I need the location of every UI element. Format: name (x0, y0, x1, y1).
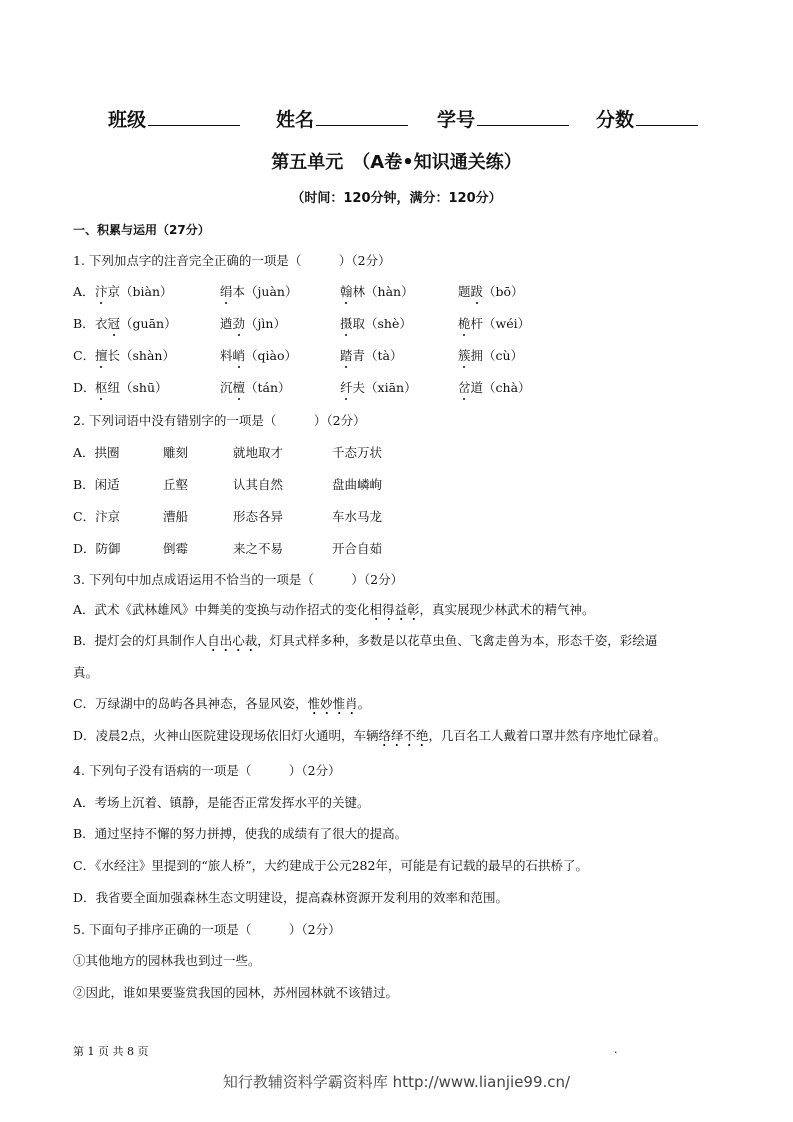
q1-option-item: 衣冠（guān） (95, 316, 177, 331)
q3-option-a: A．武术《武林雄风》中舞美的变换与动作招式的变化相得益彰，真实展现少林武术的精气神。 (73, 600, 595, 618)
score-field (596, 105, 698, 132)
page-title: 第五单元 （A卷•知识通关练） (271, 152, 522, 173)
score-blank (636, 124, 698, 126)
q2-option: 丘壑 (163, 477, 189, 492)
q5-sentence-2: ②因此，谁如果要鉴赏我国的园林，苏州园林就不该错过。 (73, 985, 399, 1000)
q2-option: 车水马龙 (332, 509, 383, 524)
q2-option: 千态万状 (332, 445, 383, 460)
page-number: 第 1 页 共 8 页 (73, 1045, 149, 1058)
q2-option: C．汴京 (73, 509, 121, 524)
q2-option: 形态各异 (233, 509, 284, 524)
q1-option-item: 擅长（shàn） (95, 348, 175, 363)
q3-option-b: B．提灯会的灯具制作人自出心裁，灯具式样多种，多数是以花草虫鱼、飞禽走兽为本，形态千姿，彩绘逼 (73, 631, 657, 649)
q1-option-item: 簇拥（cù） (458, 348, 524, 363)
page-subtitle: （时间：120分钟，满分：120分） (291, 191, 502, 206)
q4-option-c: C．《水经注》里提到的“旅人桥”，大约建成于公元282年，可能是有记载的最早的石拱桥了。 (73, 858, 588, 873)
q1-option-item: 绢本（juàn） (220, 284, 298, 299)
q3-idiom-a: 相得益彰 (370, 602, 420, 621)
q4-option-b: B．通过坚持不懈的努力拼搏，使我的成绩有了很大的提高。 (73, 826, 408, 841)
q3-option-d: D．凌晨2点，火神山医院建设现场依旧灯火通明，车辆络绎不绝，几百名工人戴着口罩井然有序地忙碌着。 (73, 726, 666, 744)
q2-option: A．拱圈 (73, 445, 120, 460)
q1-option-item: 沉檀（tán） (220, 380, 291, 395)
student-id-blank (477, 124, 569, 126)
q1-option-item: 料峭（qiào） (220, 348, 298, 363)
student-id-field (437, 105, 569, 132)
q1-option-item: 遒劲（jìn） (220, 316, 286, 331)
q2-stem: 2. 下列词语中没有错别字的一项是（ ）（2分） (73, 413, 366, 428)
class-field (108, 105, 240, 132)
q3-idiom-b: 自出心裁 (207, 633, 257, 652)
class-label: 班级 (108, 109, 147, 131)
q3-stem: 3. 下列句中加点成语运用不恰当的一项是（ ）（2分） (73, 572, 404, 587)
q2-option: 漕船 (163, 509, 189, 524)
q3-option-b-cont: 真。 (73, 665, 99, 680)
q2-option: 认其自然 (233, 477, 284, 492)
q1-option-item: 纤夫（xiān） (340, 380, 417, 395)
q2-option: 盘曲嶙峋 (332, 477, 383, 492)
q2-option: 开合自茹 (332, 541, 383, 556)
q4-option-d: D．我省要全面加强森林生态文明建设，提高森林资源开发利用的效率和范围。 (73, 890, 509, 905)
q1-option-item: 题跋（bō） (458, 284, 524, 299)
q5-stem: 5. 下面句子排序正确的一项是（ ）（2分） (73, 922, 341, 937)
q1-stem: 1. 下列加点字的注音完全正确的一项是（ ）（2分） (73, 253, 391, 268)
q2-option: 来之不易 (233, 541, 284, 556)
q3-idiom-c: 惟妙惟肖 (308, 696, 358, 715)
class-blank (148, 124, 240, 126)
q2-option: 雕刻 (163, 445, 189, 460)
score-label: 分数 (596, 109, 635, 131)
q3-idiom-d: 络绎不绝 (378, 728, 428, 747)
q1-option-item: 踏青（tà） (340, 348, 403, 363)
q1-option-letter: A． (73, 284, 95, 299)
q2-option: 就地取才 (233, 445, 284, 460)
q3-option-c: C．万绿湖中的岛屿各具神态，各显风姿，惟妙惟肖。 (73, 694, 370, 712)
q1-option-item: 翰林（hàn） (340, 284, 414, 299)
q5-sentence-1: ①其他地方的园林我也到过一些。 (73, 953, 261, 968)
q1-option-letter: B． (73, 316, 95, 331)
q1-option-item: 汴京（biàn） (95, 284, 173, 299)
q4-stem: 4. 下列句子没有语病的一项是（ ）（2分） (73, 763, 341, 778)
q4-option-a: A．考场上沉着、镇静，是能否正常发挥水平的关键。 (73, 795, 370, 810)
q1-option-item: 枢纽（shū） (95, 380, 168, 395)
student-id-label: 学号 (437, 109, 476, 131)
watermark: 知行教辅资料学霸资料库 http://www.lianjie99.cn/ (222, 1073, 571, 1091)
q1-option-letter: C． (73, 348, 96, 363)
q2-option: B．闲适 (73, 477, 120, 492)
q1-option-item: 岔道（chà） (458, 380, 531, 395)
q1-option-letter: D． (73, 380, 96, 395)
section-heading: 一、积累与运用（27分） (73, 223, 210, 237)
name-blank (316, 124, 408, 126)
footer-dot: . (614, 1043, 618, 1056)
name-field (276, 105, 408, 132)
q1-option-item: 摄取（shè） (340, 316, 412, 331)
name-label: 姓名 (276, 109, 315, 131)
q1-option-item: 桅杆（wéi） (458, 316, 531, 331)
q2-option: D．防御 (73, 541, 121, 556)
q2-option: 倒霉 (163, 541, 189, 556)
